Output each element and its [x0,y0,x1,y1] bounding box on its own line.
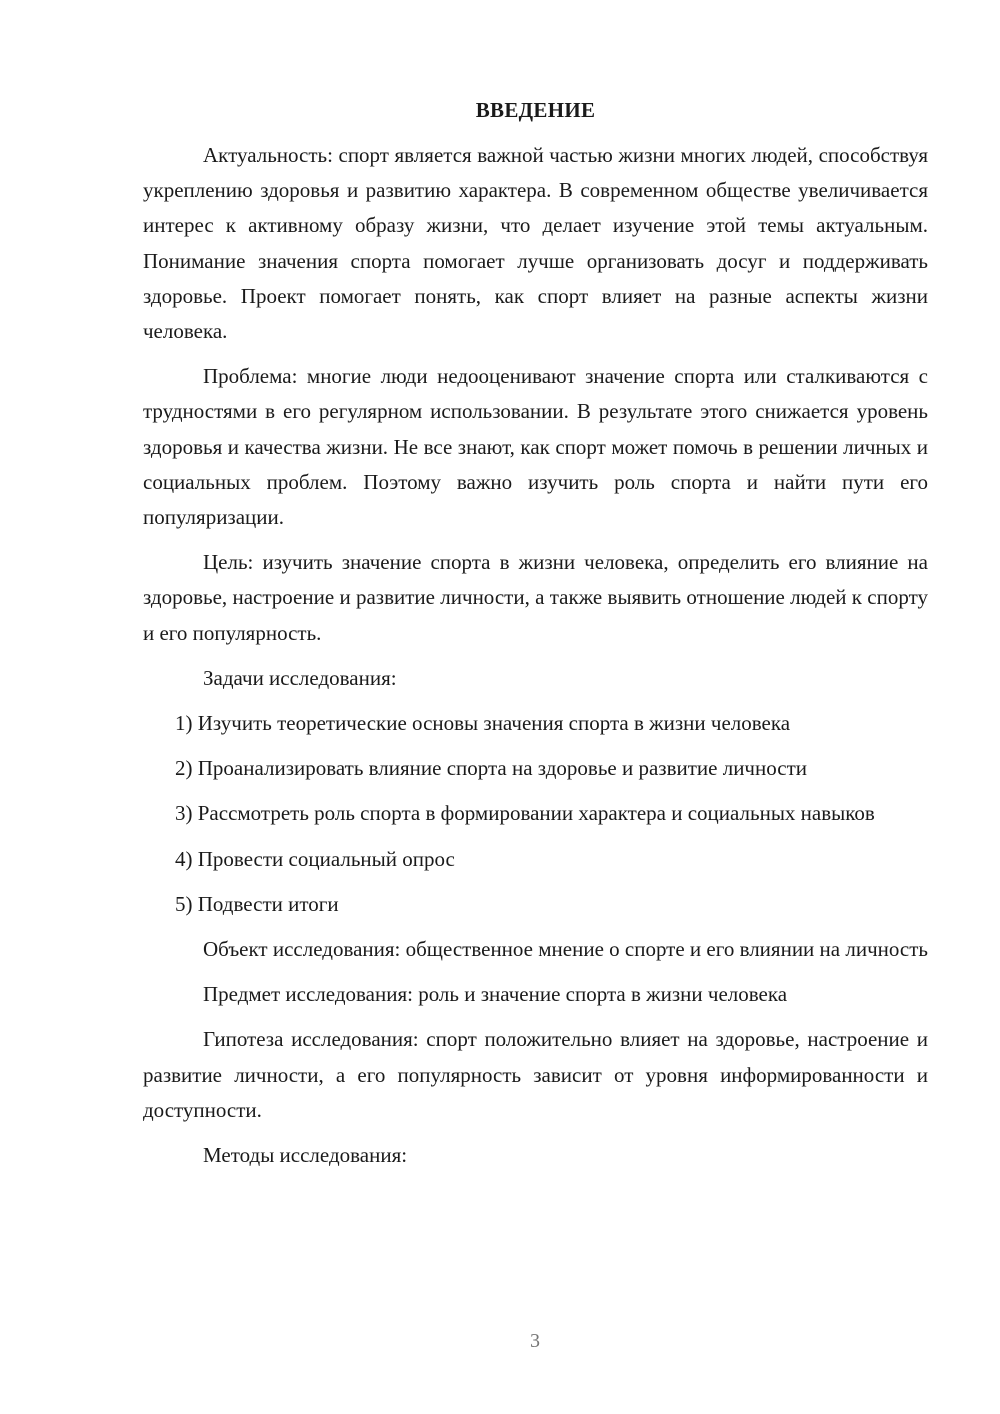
page-title: ВВЕДЕНИЕ [475,98,596,122]
list-item: 2) Проанализировать влияние спорта на здоровье и развитие личности [175,756,807,781]
paragraph-goal: Цель: изучить значение спорта в жизни человека, определить его влияние на здоровье, настроение и развитие личности, а также выявить отношение людей к спорту и его популярность. [143,550,928,645]
paragraph-relevance: Актуальность: спорт является важной частью жизни многих людей, способствуя укреплению здоровья и развитию характера. В современном обществе увеличивается интерес к активному образу жизни, что делает изучение этой темы актуальным. Понимание значения спорта помогает лучше организовать досуг и поддерживать здоровье. Проект помогает понять, как спорт влияет на разные аспекты жизни человека. [143,143,928,344]
methods-heading: Методы исследования: [203,1143,408,1168]
page-number: 3 [530,1330,540,1352]
list-item: 5) Подвести итоги [175,891,339,916]
paragraph-problem: Проблема: многие люди недооценивают значение спорта или сталкиваются с трудностями в его регулярном использовании. В результате этого снижается уровень здоровья и качества жизни. Не все знают, как спорт может помочь в решении личных и социальных проблем. Поэтому важно изучить роль спорта и найти пути его популяризации. [143,364,928,530]
tasks-heading: Задачи исследования: [203,665,397,690]
paragraph-subject: Предмет исследования: роль и значение спорта в жизни человека [203,982,788,1007]
page-content [143,93,928,1183]
list-item: 4) Провести социальный опрос [175,846,455,871]
paragraph-object: Объект исследования: общественное мнение о спорте и его влиянии на личность [203,937,928,962]
paragraph-hypothesis: Гипотеза исследования: спорт положительно влияет на здоровье, настроение и развитие личности, а его популярность зависит от уровня информированности и доступности. [143,1027,928,1122]
list-item: 1) Изучить теоретические основы значения спорта в жизни человека [175,711,791,736]
list-item: 3) Рассмотреть роль спорта в формировании характера и социальных навыков [175,801,875,826]
